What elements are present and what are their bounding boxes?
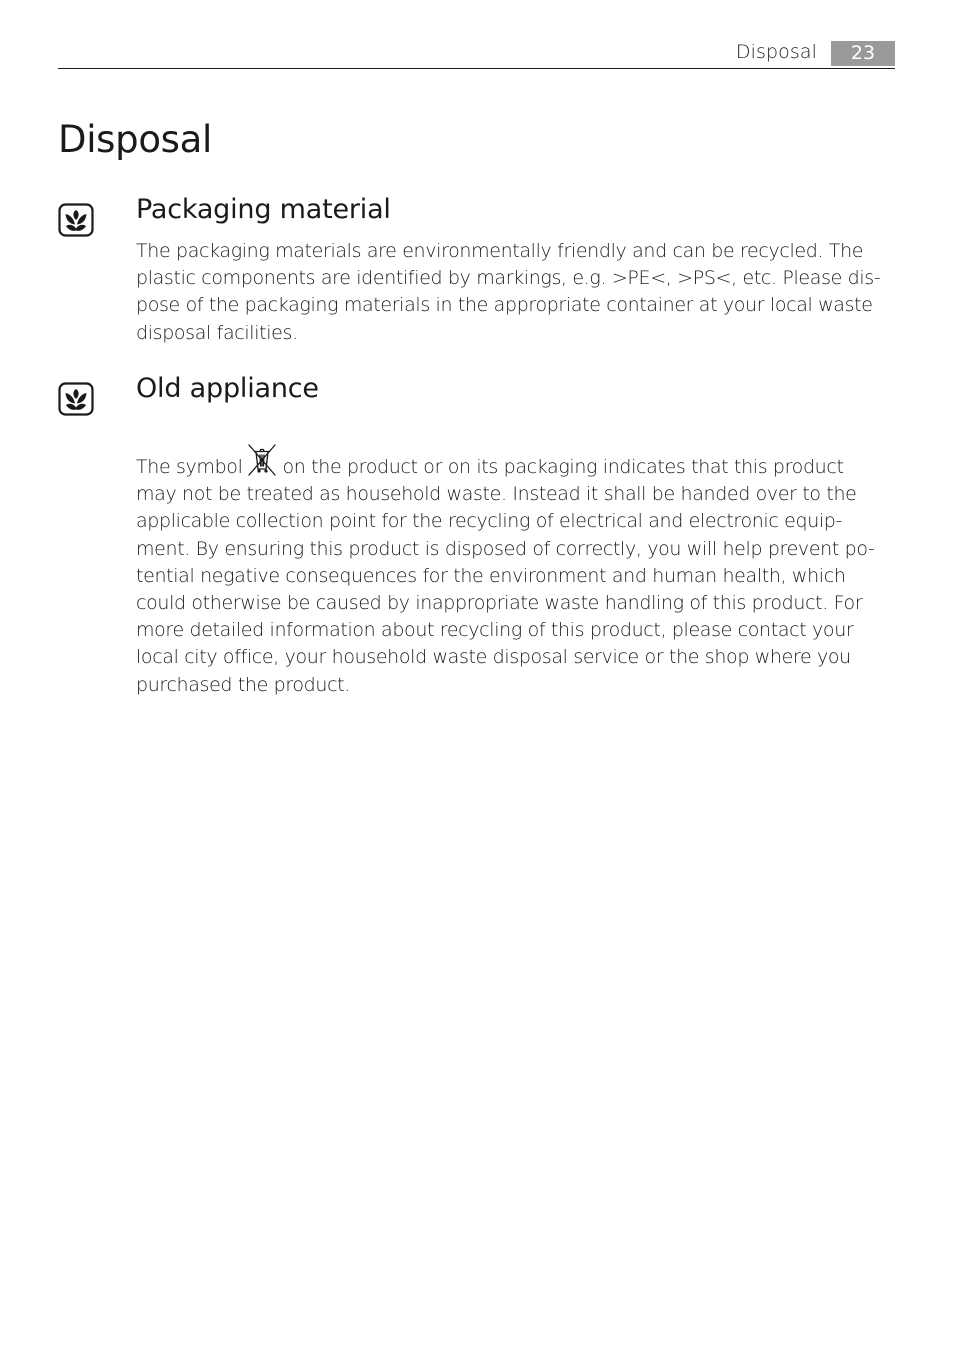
body-line: purchased the product. bbox=[136, 673, 350, 696]
running-header bbox=[58, 38, 895, 69]
environment-flower-icon bbox=[58, 203, 94, 237]
section-body bbox=[136, 443, 896, 699]
body-text-before-symbol: The symbol bbox=[136, 456, 243, 478]
body-line-with-symbol bbox=[136, 443, 896, 481]
body-line: could otherwise be caused by inappropriate waste handling of this product. For bbox=[136, 592, 863, 615]
body-line: pose of the packaging materials in the appropriate container at your local waste bbox=[136, 294, 873, 317]
page-number: 23 bbox=[831, 41, 895, 66]
body-line: disposal facilities. bbox=[136, 321, 298, 344]
page-title: Disposal bbox=[58, 118, 213, 161]
body-line: local city office, your household waste disposal service or the shop where you bbox=[136, 646, 851, 669]
section-body bbox=[136, 238, 896, 347]
body-text-after-symbol: on the product or on its packaging indicates that this product bbox=[282, 456, 844, 478]
crossed-out-wheelie-bin-icon bbox=[245, 443, 279, 477]
body-line: may not be treated as household waste. Instead it shall be handed over to the bbox=[136, 483, 857, 506]
body-line: plastic components are identified by markings, e.g. >PE<, >PS<, etc. Please dis- bbox=[136, 267, 881, 290]
section-heading: Old appliance bbox=[136, 373, 319, 404]
body-line: more detailed information about recycling of this product, please contact your bbox=[136, 619, 854, 642]
body-line: The packaging materials are environmentally friendly and can be recycled. The bbox=[136, 240, 864, 262]
body-line: ment. By ensuring this product is disposed of correctly, you will help prevent po- bbox=[136, 537, 875, 560]
body-line: applicable collection point for the recycling of electrical and electronic equip- bbox=[136, 510, 843, 533]
running-title: Disposal bbox=[735, 41, 817, 63]
environment-flower-icon bbox=[58, 382, 94, 416]
body-line: tential negative consequences for the environment and human health, which bbox=[136, 564, 846, 587]
section-heading: Packaging material bbox=[136, 194, 391, 225]
